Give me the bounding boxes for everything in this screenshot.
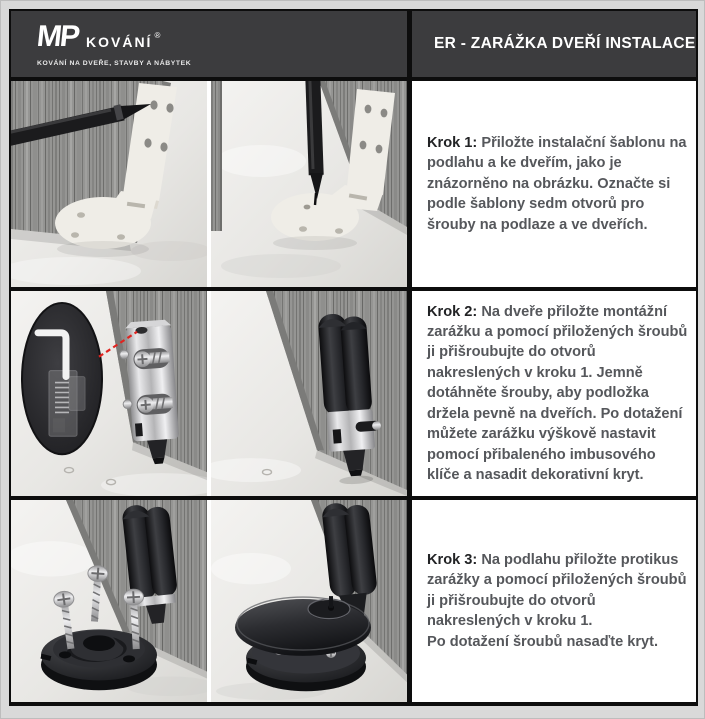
- content-frame: [9, 9, 698, 706]
- step1-illustrations: [11, 81, 407, 287]
- brand-logo: [35, 19, 407, 53]
- step2-text: Na dveře přiložte montážní zarážku a pomocí přiložených šroubů ji přišroubujte do otvorů nakreslených v kroku 1. Jemně dotáhněte šrouby, aby podložka držela pevně na dveřích. Po dotažení můžete zarážku výškově nastavit pomocí přibaleného imbusového klíče a nasadit dekorativní kryt.: [427, 303, 688, 483]
- decorative-cover: [235, 599, 371, 656]
- figure-template-pen-door: [11, 81, 207, 287]
- door-sliver: [211, 81, 221, 231]
- step1-paragraph: [427, 133, 688, 235]
- step3-paragraph: [427, 550, 688, 632]
- figure-floor-base-screws: [11, 500, 207, 702]
- brand-header: [11, 11, 407, 77]
- step1-illustration-b: [211, 81, 407, 287]
- step2-illustration-a: [11, 291, 207, 496]
- step3-illustrations: [11, 500, 407, 702]
- step3-paragraph2: Po dotažení šroubů nasaďte kryt.: [427, 633, 659, 650]
- step1-label: Krok 1:: [427, 134, 478, 151]
- page-title: ER - ZARÁŽKA DVEŘÍ INSTALACE: [434, 35, 696, 52]
- step2-label: Krok 2:: [427, 303, 478, 320]
- step2-illustration-b: [211, 291, 407, 496]
- figure-assembled-stop: [211, 291, 407, 496]
- step1-illustration-a: [11, 81, 207, 287]
- step3-instructions: [412, 500, 696, 702]
- figure-template-pen-floor: [211, 81, 407, 287]
- floor-counterpart-base: [40, 629, 157, 690]
- step1-text: Přiložte instalační šablonu na podlahu a ke dveřím, jako je znázorněno na obrázku. Označte si podle šablony sedm otvorů pro šrouby na podlaze a ve dveřích.: [427, 134, 687, 233]
- registered-mark: ®: [154, 30, 161, 40]
- figure-floor-base-finished: [211, 500, 407, 702]
- step3-label: Krok 3:: [427, 551, 478, 568]
- step3-illustration-a: [11, 500, 207, 702]
- mp-logo-icon: MP: [35, 19, 80, 53]
- step2-illustrations: [11, 291, 407, 496]
- figure-bracket-allen-inset: [11, 291, 207, 496]
- step3-text: Na podlahu přiložte protikus zarážky a pomocí přiložených šroubů ji přišroubujte do otvorů nakreslených v kroku 1.: [427, 551, 687, 630]
- step1-instructions: [412, 81, 696, 287]
- allen-key-inset: [22, 303, 102, 454]
- title-header: [412, 11, 696, 77]
- step3-illustration-b: [211, 500, 407, 702]
- step2-paragraph: [427, 302, 688, 486]
- brand-tagline: KOVÁNÍ NA DVEŘE, STAVBY A NÁBYTEK: [37, 59, 192, 67]
- floor-counterpart-with-cover: [235, 596, 371, 691]
- step2-instructions: [412, 291, 696, 496]
- brand-name: KOVÁNÍ: [86, 33, 153, 50]
